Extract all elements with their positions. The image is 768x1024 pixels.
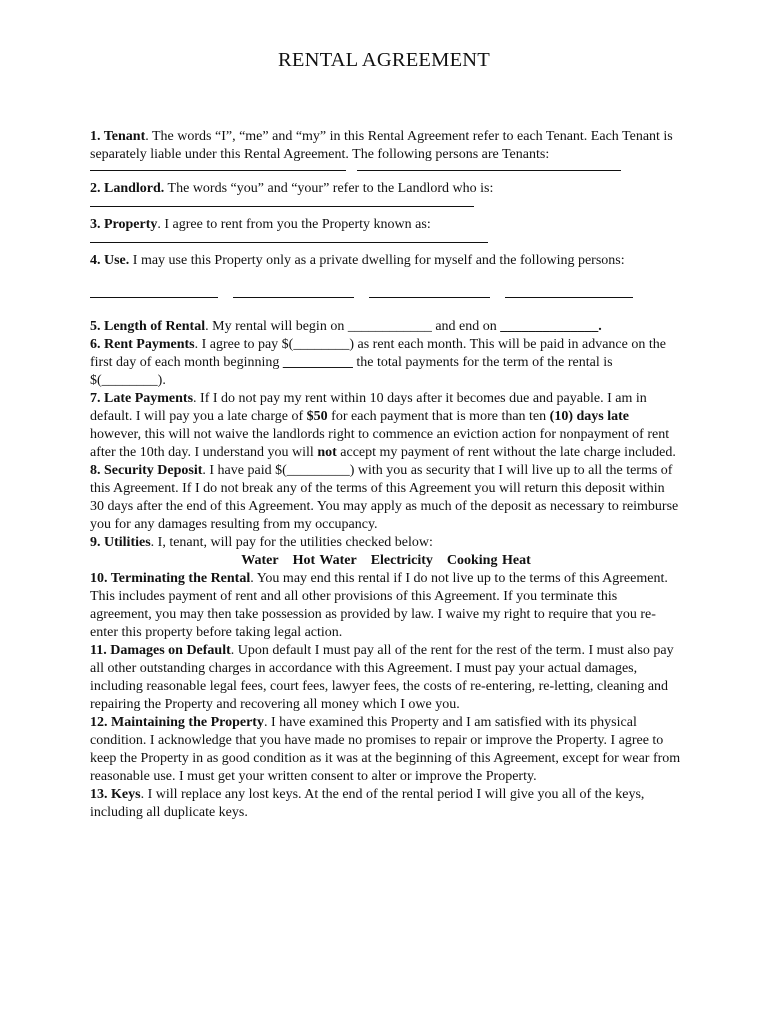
occupant-blank[interactable] [233, 297, 354, 298]
section-tenant-label: 1. Tenant [90, 129, 146, 144]
section-keys-text: . I will replace any lost keys. At the end of the rental period I will give you all of the keys, including all duplicate keys. [90, 787, 645, 820]
rental-end-blank[interactable]: ______________ [500, 319, 599, 334]
landlord-name-blank[interactable] [90, 206, 474, 207]
section-use-text: I may use this Property only as a private dwelling for myself and the following persons: [129, 253, 625, 268]
utilities-options [90, 552, 682, 570]
deposit-amount-blank[interactable]: _________ [286, 463, 350, 478]
utility-electricity[interactable]: Electricity [370, 553, 433, 568]
section-maintaining [90, 714, 682, 786]
tenant-name-blank[interactable] [357, 170, 621, 171]
landlord-blank-row [90, 198, 682, 216]
section-length-text: . My rental will begin on [205, 319, 348, 334]
section-rent-label: 6. Rent Payments [90, 337, 195, 352]
section-use [90, 252, 682, 270]
section-landlord-text: The words “you” and “your” refer to the Landlord who is: [164, 181, 494, 196]
occupant-blank[interactable] [505, 297, 633, 298]
section-damages-label: 11. Damages on Default [90, 643, 231, 658]
section-length-text: and end on [431, 319, 501, 334]
section-security-deposit [90, 462, 682, 534]
section-length-label: 5. Length of Rental [90, 319, 206, 334]
section-late-text: however, this will not waive the landlords right to commence an eviction action for nonpayment of rent after the 10th day. I understand you will [90, 427, 670, 460]
section-length-end: . [598, 319, 602, 334]
not-emphasis: not [317, 445, 337, 460]
section-damages-text: . Upon default I must pay all of the rent for the rest of the term. I must also pay all other outstanding charges in accordance with this Agreement. I must pay your actual damages, including reasonable legal fees, court fees, lawyer fees, the costs of re-entering, re-letting, cleaning and repairing the Property and recovering all money which I owe you. [90, 643, 674, 712]
utility-cooking-heat[interactable]: Cooking Heat [446, 553, 531, 568]
section-late-text: accept my payment of rent without the late charge included. [336, 445, 676, 460]
utility-hot-water[interactable]: Hot Water [292, 553, 357, 568]
section-late-label: 7. Late Payments [90, 391, 194, 406]
property-blank-row [90, 234, 682, 252]
section-rent-payments [90, 336, 682, 390]
section-property-text: . I agree to rent from you the Property known as: [157, 217, 431, 232]
section-landlord-label: 2. Landlord. [90, 181, 165, 196]
section-tenant-text: . The words “I”, “me” and “my” in this Rental Agreement refer to each Tenant. Each Tenant is separately liable under this Rental Agreement. The following persons are Tenants: [90, 129, 673, 162]
section-terminating [90, 570, 682, 642]
section-property [90, 216, 682, 234]
section-utilities-text: . I, tenant, will pay for the utilities checked below: [150, 535, 433, 550]
section-rent-text: the total payments for the term of the rental is $( [90, 355, 613, 388]
use-blank-row [90, 270, 682, 318]
section-deposit-text: ) with you as security that I will live up to all the terms of this Agreement. If I do not break any of the terms of this Agreement you will return this deposit within 30 days after the end of this Agreement. You may apply as much of the deposit as necessary to reimburse you for any damages resulting from my occupancy. [90, 463, 679, 532]
total-rent-blank[interactable]: ________ [101, 373, 158, 388]
payment-start-blank[interactable]: __________ [282, 355, 353, 370]
section-deposit-label: 8. Security Deposit [90, 463, 203, 478]
section-tenant [90, 128, 682, 164]
occupant-blank[interactable] [369, 297, 490, 298]
section-maintaining-text: . I have examined this Property and I am satisfied with its physical condition. I acknowledge that you have made no promises to repair or improve the Property. I agree to keep the Property in as good condition as it was at the beginning of this Agreement, except for wear from reasonable use. I must get your written consent to alter or improve the Property. [90, 715, 681, 784]
monthly-rent-blank[interactable]: ________ [293, 337, 350, 352]
section-late-text: for each payment that is more than ten [327, 409, 550, 424]
section-rent-text: ) as rent each month. This will be paid in advance on the first day of each month beginning [90, 337, 666, 370]
tenant-blank-row [90, 164, 682, 180]
section-length-of-rental [90, 318, 682, 336]
section-damages [90, 642, 682, 714]
section-rent-text: ). [157, 373, 166, 388]
section-rent-text: . I agree to pay $( [194, 337, 294, 352]
tenant-name-blank[interactable] [90, 170, 346, 171]
document-body [90, 128, 682, 822]
section-late-text: . If I do not pay my rent within 10 days after it becomes due and payable. I am in default. I will pay you a late charge of [90, 391, 647, 424]
section-maintaining-label: 12. Maintaining the Property [90, 715, 264, 730]
rental-start-blank[interactable]: ____________ [347, 319, 432, 334]
property-address-blank[interactable] [90, 242, 488, 243]
section-landlord [90, 180, 682, 198]
document-title: RENTAL AGREEMENT [277, 49, 491, 71]
late-days: (10) days late [549, 409, 629, 424]
occupant-blank[interactable] [90, 297, 218, 298]
section-utilities-label: 9. Utilities [90, 535, 151, 550]
section-utilities [90, 534, 682, 552]
section-property-label: 3. Property [90, 217, 158, 232]
section-terminating-label: 10. Terminating the Rental [90, 571, 251, 586]
section-use-label: 4. Use. [90, 253, 130, 268]
late-charge-amount: $50 [306, 409, 328, 424]
section-late-payments [90, 390, 682, 462]
section-keys-label: 13. Keys [90, 787, 141, 802]
utility-water[interactable]: Water [241, 553, 279, 568]
section-keys [90, 786, 682, 822]
section-deposit-text: . I have paid $( [202, 463, 287, 478]
section-terminating-text: . You may end this rental if I do not live up to the terms of this Agreement. This includes payment of rent and all other provisions of this Agreement. If you terminate this agreement, you may then take possession as provided by law. I waive my right to require that you re-enter this property before taking legal action. [90, 571, 668, 640]
